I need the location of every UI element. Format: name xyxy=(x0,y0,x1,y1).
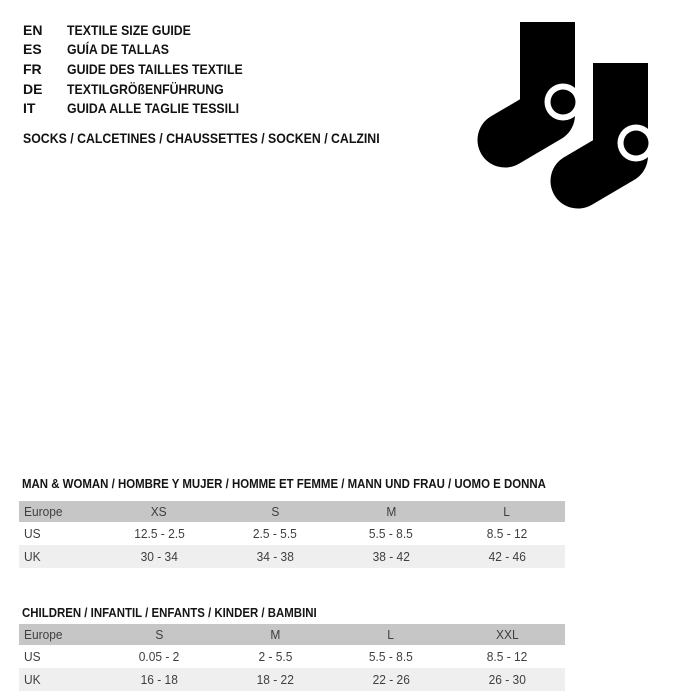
size-cell xyxy=(217,545,333,568)
language-title: GUÍA DE TALLAS xyxy=(67,41,169,58)
size-cell xyxy=(449,668,565,691)
size-table-children xyxy=(19,624,565,691)
column-header-size xyxy=(101,501,217,522)
language-title: TEXTILE SIZE GUIDE xyxy=(67,21,191,38)
column-header-label: M xyxy=(270,627,280,642)
size-value: 8.5 - 12 xyxy=(486,526,528,541)
language-title: TEXTILGRÖßENFÜHRUNG xyxy=(67,80,224,97)
size-value: 5.5 - 8.5 xyxy=(369,526,413,541)
language-code: DE xyxy=(23,80,43,97)
column-header-size xyxy=(101,624,217,645)
column-header-label: S xyxy=(155,627,163,642)
sock-right-icon xyxy=(578,63,655,181)
size-cell xyxy=(449,645,565,668)
column-header-size xyxy=(449,501,565,522)
column-header-europe xyxy=(19,624,101,645)
table-title-text: CHILDREN / INFANTIL / ENFANTS / KINDER / BAMBINI xyxy=(22,605,317,620)
size-cell xyxy=(333,645,449,668)
size-value: 8.5 - 12 xyxy=(486,649,528,664)
language-code: IT xyxy=(23,100,36,117)
region-cell xyxy=(19,668,101,691)
language-code: ES xyxy=(23,41,42,58)
language-row xyxy=(23,40,267,60)
column-header-label: Europe xyxy=(24,627,63,642)
size-value: 42 - 46 xyxy=(488,549,526,564)
size-value: 30 - 34 xyxy=(140,549,178,564)
size-cell xyxy=(101,545,217,568)
column-header-europe xyxy=(19,501,101,522)
region-label: UK xyxy=(24,672,41,687)
language-row xyxy=(23,59,267,79)
column-header-size xyxy=(449,624,565,645)
column-header-label: M xyxy=(386,504,396,519)
language-title: GUIDE DES TAILLES TEXTILE xyxy=(67,60,243,77)
size-value: 5.5 - 8.5 xyxy=(369,649,413,664)
region-cell xyxy=(19,645,101,668)
size-value: 16 - 18 xyxy=(140,672,178,687)
table-row-uk xyxy=(19,545,565,568)
column-header-label: XXL xyxy=(495,627,519,642)
size-cell xyxy=(217,668,333,691)
table-row-us xyxy=(19,522,565,545)
size-value: 22 - 26 xyxy=(372,672,410,687)
column-header-size xyxy=(333,624,449,645)
table-title-children xyxy=(22,605,357,620)
size-cell xyxy=(449,545,565,568)
column-header-label: L xyxy=(503,504,511,519)
region-cell xyxy=(19,545,101,568)
size-cell xyxy=(333,545,449,568)
size-cell xyxy=(101,645,217,668)
socks-icon xyxy=(475,15,655,210)
size-cell xyxy=(217,522,333,545)
sock-left-icon xyxy=(505,22,582,140)
column-header-label: XS xyxy=(151,504,167,519)
table-title-text: MAN & WOMAN / HOMBRE Y MUJER / HOMME ET FEMME / MANN UND FRAU / UOMO E DONNA xyxy=(22,476,546,491)
table-header-row xyxy=(19,501,565,522)
size-value: 0.05 - 2 xyxy=(138,649,180,664)
column-header-size xyxy=(217,624,333,645)
size-value: 18 - 22 xyxy=(256,672,294,687)
table-header-row xyxy=(19,624,565,645)
language-code: EN xyxy=(23,21,43,38)
size-cell xyxy=(449,522,565,545)
size-cell xyxy=(333,668,449,691)
size-table-man-woman xyxy=(19,501,565,568)
size-cell xyxy=(333,522,449,545)
language-row xyxy=(23,98,267,118)
language-list xyxy=(23,20,267,118)
region-label: US xyxy=(24,526,41,541)
column-header-label: S xyxy=(271,504,279,519)
language-row xyxy=(23,79,267,99)
category-title-text: SOCKS / CALCETINES / CHAUSSETTES / SOCKEN / CALZINI xyxy=(23,130,380,146)
table-row-us xyxy=(19,645,565,668)
region-label: UK xyxy=(24,549,41,564)
size-cell xyxy=(101,668,217,691)
size-value: 26 - 30 xyxy=(488,672,526,687)
size-value: 38 - 42 xyxy=(372,549,410,564)
column-header-size xyxy=(217,501,333,522)
table-row-uk xyxy=(19,668,565,691)
column-header-label: Europe xyxy=(24,504,63,519)
column-header-size xyxy=(333,501,449,522)
column-header-label: L xyxy=(387,627,395,642)
region-cell xyxy=(19,522,101,545)
size-value: 12.5 - 2.5 xyxy=(133,526,185,541)
size-value: 34 - 38 xyxy=(256,549,294,564)
region-label: US xyxy=(24,649,41,664)
table-title-man-woman xyxy=(22,476,617,491)
size-cell xyxy=(101,522,217,545)
language-row xyxy=(23,20,267,40)
category-title xyxy=(23,130,428,146)
size-cell xyxy=(217,645,333,668)
language-code: FR xyxy=(23,60,42,77)
size-value: 2 - 5.5 xyxy=(258,649,292,664)
language-title: GUIDA ALLE TAGLIE TESSILI xyxy=(67,100,240,117)
size-value: 2.5 - 5.5 xyxy=(253,526,297,541)
